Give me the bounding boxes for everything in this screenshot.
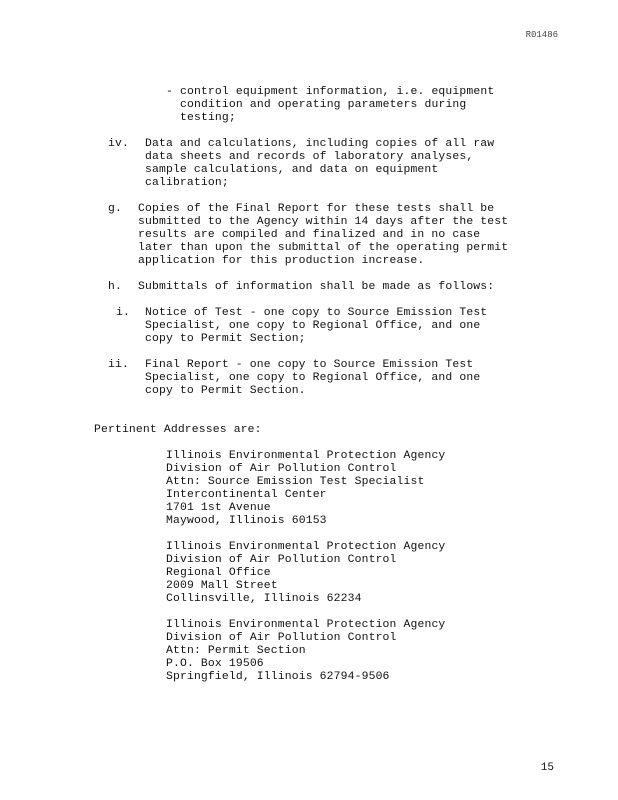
document-id: R01486 xyxy=(525,30,558,40)
item-g-line-4: later than upon the submittal of the operating permit xyxy=(138,242,509,254)
address-3-line-1: Illinois Environmental Protection Agency xyxy=(166,619,446,631)
address-2-line-4: 2009 Mall Street xyxy=(166,580,278,592)
item-g-line-3: results are compiled and finalized and in no case xyxy=(138,229,481,241)
item-iv-line-4: calibration; xyxy=(145,177,229,189)
item-g-line-2: submitted to the Agency within 14 days after the test xyxy=(138,216,509,228)
page-number: 15 xyxy=(540,762,554,774)
item-iv-line-3: sample calculations, and data on equipment xyxy=(145,164,439,176)
item-g-line-1: Copies of the Final Report for these tests shall be xyxy=(138,203,495,215)
item-g-marker: g. xyxy=(108,203,122,215)
address-1-line-3: Attn: Source Emission Test Specialist xyxy=(166,476,425,488)
control-equipment-line-3: testing; xyxy=(180,112,236,124)
address-1-line-5: 1701 1st Avenue xyxy=(166,502,271,514)
item-ii-line-3: copy to Permit Section. xyxy=(145,385,306,397)
item-ii-line-1: Final Report - one copy to Source Emission Test xyxy=(145,359,474,371)
address-3-line-3: Attn: Permit Section xyxy=(166,645,306,657)
item-i-line-2: Specialist, one copy to Regional Office, and one xyxy=(145,320,481,332)
address-2-line-5: Collinsville, Illinois 62234 xyxy=(166,593,362,605)
item-i-line-1: Notice of Test - one copy to Source Emission Test xyxy=(145,307,488,319)
item-iv-line-1: Data and calculations, including copies of all raw xyxy=(145,138,495,150)
item-iv-marker: iv. xyxy=(108,138,129,150)
item-ii-line-2: Specialist, one copy to Regional Office, and one xyxy=(145,372,481,384)
item-h-line-1: Submittals of information shall be made as follows: xyxy=(138,281,495,293)
item-iv-line-2: data sheets and records of laboratory analyses, xyxy=(145,151,474,163)
control-equipment-line-1: - control equipment information, i.e. equipment xyxy=(166,86,495,98)
address-3-line-5: Springfield, Illinois 62794-9506 xyxy=(166,671,390,683)
item-ii-marker: ii. xyxy=(108,359,129,371)
address-2-line-3: Regional Office xyxy=(166,567,271,579)
address-2-line-1: Illinois Environmental Protection Agency xyxy=(166,541,446,553)
address-1-line-1: Illinois Environmental Protection Agency xyxy=(166,450,446,462)
item-g-line-5: application for this production increase. xyxy=(138,255,425,267)
address-3-line-4: P.O. Box 19506 xyxy=(166,658,264,670)
address-3-line-2: Division of Air Pollution Control xyxy=(166,632,397,644)
addresses-heading: Pertinent Addresses are: xyxy=(94,424,262,436)
address-1-line-2: Division of Air Pollution Control xyxy=(166,463,397,475)
address-1-line-4: Intercontinental Center xyxy=(166,489,327,501)
item-h-marker: h. xyxy=(108,281,122,293)
control-equipment-line-2: condition and operating parameters during xyxy=(180,99,467,111)
address-1-line-6: Maywood, Illinois 60153 xyxy=(166,515,327,527)
item-i-marker: i. xyxy=(116,307,130,319)
item-i-line-3: copy to Permit Section; xyxy=(145,333,306,345)
address-2-line-2: Division of Air Pollution Control xyxy=(166,554,397,566)
